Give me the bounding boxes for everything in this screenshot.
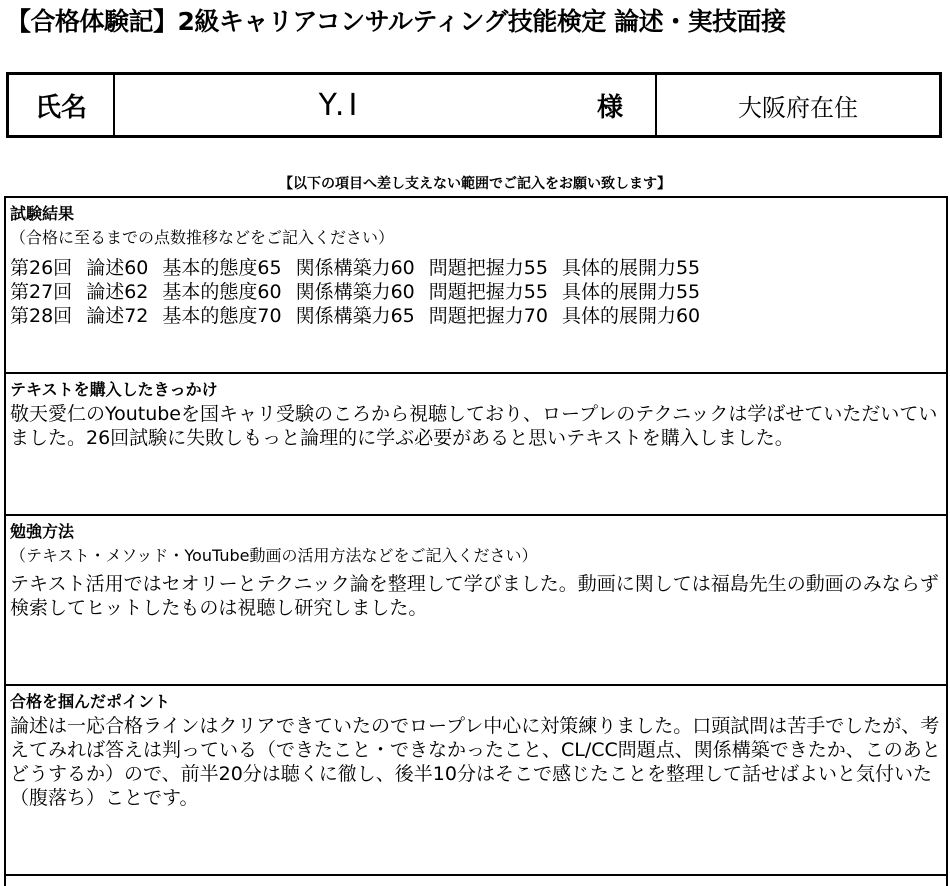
score-item: 論述72 <box>86 305 149 327</box>
score-row <box>10 280 946 304</box>
score-item: 基本的態度60 <box>162 281 282 303</box>
score-item: 問題把握力70 <box>428 305 548 327</box>
score-item: 問題把握力55 <box>428 281 548 303</box>
score-item: 具体的展開力55 <box>561 281 701 303</box>
section-title: 試験結果 <box>10 204 75 223</box>
score-row <box>10 256 946 280</box>
section-points <box>6 684 946 874</box>
section-note: （テキスト・メソッド・YouTube動画の活用方法などをご記入ください） <box>10 546 538 565</box>
score-item: 基本的態度65 <box>162 257 282 279</box>
score-item: 関係構築力60 <box>295 281 415 303</box>
round-label: 第28回 <box>10 305 73 327</box>
name-table <box>6 72 942 138</box>
page-title: 【合格体験記】2級キャリアコンサルティング技能検定 論述・実技面接 <box>6 7 786 36</box>
score-item: 関係構築力60 <box>295 257 415 279</box>
form-bottom-border <box>4 874 948 876</box>
score-item: 関係構築力65 <box>295 305 415 327</box>
section-title: 勉強方法 <box>10 522 75 541</box>
section-body: 敬天愛仁のYoutubeを国キャリ受験のころから視聴しており、ロープレのテクニックは学ばせていただいていました。26回試験に失敗しもっと論理的に学ぶ必要があると思いテキストを購入しました。 <box>10 403 938 449</box>
round-label: 第27回 <box>10 281 73 303</box>
name-label: 氏名 <box>9 75 115 135</box>
instruction-text: 【以下の項目へ差し支えない範囲でご記入をお願い致します】 <box>279 176 671 192</box>
score-item: 論述62 <box>86 281 149 303</box>
residence-value: 大阪府在住 <box>738 93 858 122</box>
score-item: 具体的展開力60 <box>561 305 701 327</box>
survey-form <box>4 196 948 886</box>
honorific-label: 様 <box>565 75 657 135</box>
score-item: 問題把握力55 <box>428 257 548 279</box>
score-item: 基本的態度70 <box>162 305 282 327</box>
section-note: （合格に至るまでの点数推移などをご記入ください） <box>10 228 395 247</box>
score-table <box>10 256 946 328</box>
score-item: 論述60 <box>86 257 149 279</box>
round-label: 第26回 <box>10 257 73 279</box>
name-value: Y.I <box>318 87 362 123</box>
section-title: 合格を掴んだポイント <box>10 692 171 711</box>
section-title: テキストを購入したきっかけ <box>10 380 218 399</box>
section-study <box>6 514 946 688</box>
section-results <box>6 196 946 378</box>
section-body: 論述は一応合格ラインはクリアできていたのでロープレ中心に対策練りました。口頭試問は苦手でしたが、考えてみれば答えは判っている（できたこと・できなかったこと、CL/CC問題点、関係構築できたか、このあとどうするか）ので、前半20分は聴くに徹し、後半10分はそこで感じたことを整理して話せばよいと気付いた（腹落ち）ことです。 <box>10 715 941 809</box>
score-row <box>10 304 946 328</box>
score-item: 具体的展開力55 <box>561 257 701 279</box>
section-body: テキスト活用ではセオリーとテクニック論を整理して学びました。動画に関しては福島先生の動画のみならず検索してヒットしたものは視聴し研究しました。 <box>10 573 939 619</box>
section-motivation <box>6 372 946 520</box>
